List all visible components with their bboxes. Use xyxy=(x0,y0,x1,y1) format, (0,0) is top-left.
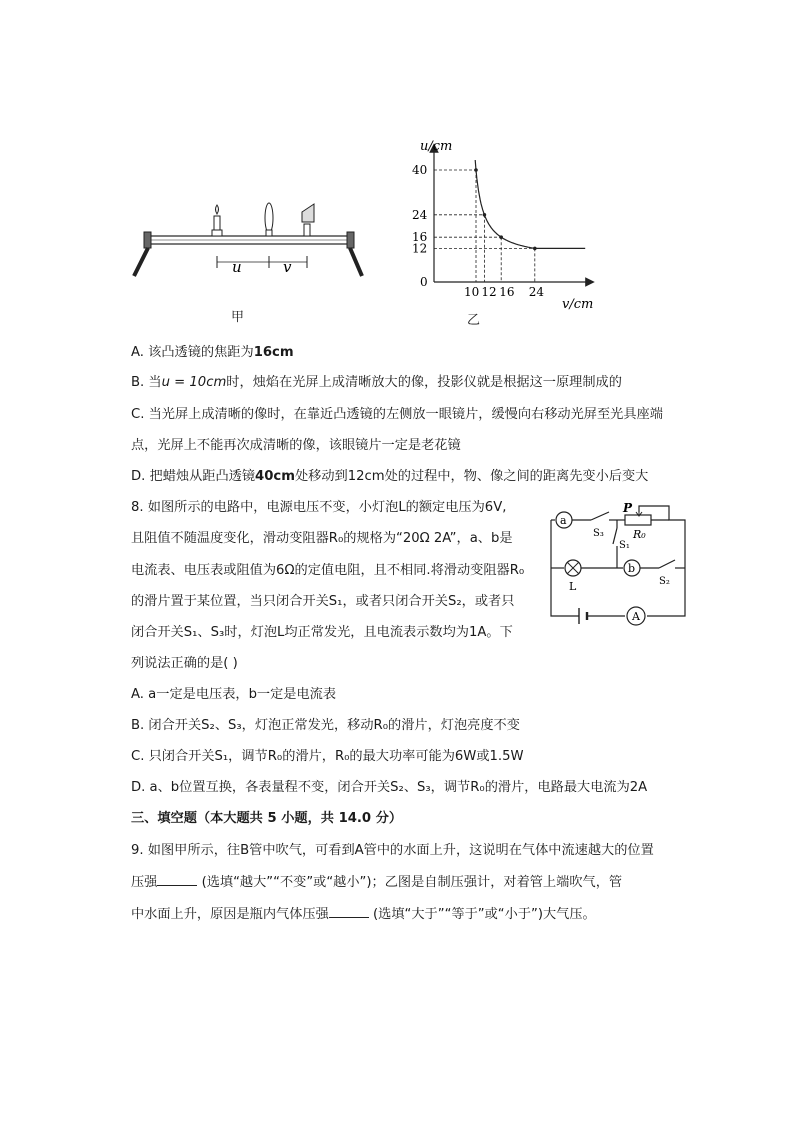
x-axis-label: v/cm xyxy=(562,297,594,312)
switch-s3-icon xyxy=(591,512,609,520)
x-tick-label: 10 xyxy=(464,285,480,299)
svg-text:b: b xyxy=(628,562,636,575)
data-point-1 xyxy=(483,213,487,217)
q8-stem-1: 8. 如图所示的电路中，电源电压不变，小灯泡L的额定电压为6V, xyxy=(131,500,507,515)
q7-option-b: B. 当u = 10cm时，烛焰在光屏上成清晰放大的像，投影仪就是根据这一原理制成的 xyxy=(131,375,622,390)
q9-line-2: 压强 (选填“越大”“不变”或“越小”)；乙图是自制压强计，对着管上端吹气，管 xyxy=(131,872,622,893)
lamp-icon xyxy=(565,560,581,576)
svg-text:R₀: R₀ xyxy=(633,528,646,541)
q7-option-c: C. 当光屏上成清晰的像时，在靠近凸透镜的左侧放一眼镜片，缓慢向右移动光屏至光具座端 xyxy=(131,407,663,422)
q8-stem-4: 的滑片置于某位置，当只闭合开关S₁，或者只闭合开关S₂，或者只 xyxy=(131,594,515,609)
q8-stem-3: 电流表、电压表或阻值为6Ω的定值电阻，且不相同.将滑动变阻器R₀ xyxy=(131,563,525,578)
q8-stem-6: 列说法正确的是( ) xyxy=(131,656,238,671)
q8-stem-5: 闭合开关S₁、S₃时，灯泡L均正常发光，且电流表示数均为1A。下 xyxy=(131,625,513,640)
y-tick-label: 16 xyxy=(412,230,428,245)
svg-text:P: P xyxy=(623,501,633,515)
q8-option-b: B. 闭合开关S₂、S₃，灯泡正常发光，移动R₀的滑片，灯泡亮度不变 xyxy=(131,718,520,733)
label-v: v xyxy=(283,258,292,276)
svg-text:S₃: S₃ xyxy=(593,528,604,539)
optical-bench-figure xyxy=(128,196,364,291)
data-point-0 xyxy=(474,168,478,172)
q8-stem-2: 且阻值不随温度变化，滑动变阻器R₀的规格为“20Ω 2A”，a、b是 xyxy=(131,531,513,546)
battery-icon xyxy=(579,608,587,624)
q7-option-a: A. 该凸透镜的焦距为16cm xyxy=(131,345,294,360)
screen-icon xyxy=(302,204,314,236)
figure-yi-caption: 乙 xyxy=(467,313,481,328)
circuit-diagram xyxy=(543,498,693,628)
switch-s2-icon xyxy=(659,560,675,568)
candle-icon xyxy=(212,205,222,236)
rheostat-icon xyxy=(625,515,651,525)
y-tick-label: 40 xyxy=(412,163,428,177)
y-axis-label: u/cm xyxy=(420,139,453,154)
y-tick-label: 24 xyxy=(412,207,428,222)
q7-option-c-cont: 点，光屏上不能再次成清晰的像，该眼镜片一定是老花镜 xyxy=(131,438,461,453)
q8-option-a: A. a一定是电压表，b一定是电流表 xyxy=(131,687,337,702)
x-tick-label: 12 xyxy=(481,285,497,299)
q9-line-1: 9. 如图甲所示，往B管中吹气，可看到A管中的水面上升，这说明在气体中流速越大的位置 xyxy=(131,843,654,858)
svg-text:S₁: S₁ xyxy=(619,540,630,551)
figure-jia-caption: 甲 xyxy=(231,310,245,325)
svg-text:S₂: S₂ xyxy=(659,576,670,587)
y-tick-label: 12 xyxy=(412,241,428,256)
data-point-2 xyxy=(499,235,503,239)
uv-graph xyxy=(408,136,608,316)
switch-s1-icon xyxy=(613,528,617,544)
data-point-3 xyxy=(533,247,537,251)
svg-text:L: L xyxy=(569,580,577,593)
lens-icon xyxy=(265,203,273,236)
q8-option-c: C. 只闭合开关S₁，调节R₀的滑片，R₀的最大功率可能为6W或1.5W xyxy=(131,749,524,764)
q7-option-d: D. 把蜡烛从距凸透镜40cm处移动到12cm处的过程中，物、像之间的距离先变小后变大 xyxy=(131,469,649,484)
label-u: u xyxy=(232,258,242,276)
x-tick-label: 24 xyxy=(528,285,545,299)
q8-option-d: D. a、b位置互换，各表量程不变，闭合开关S₂、S₃，调节R₀的滑片，电路最大电流为2A xyxy=(131,780,648,795)
svg-text:A: A xyxy=(632,610,640,623)
section-title: 三、填空题（本大题共 5 小题，共 14.0 分） xyxy=(131,811,403,826)
answer-blank-2[interactable] xyxy=(329,904,369,918)
q9-line-3: 中水面上升，原因是瓶内气体压强 (选填“大于”“等于”或“小于”)大气压。 xyxy=(131,904,596,925)
svg-text:a: a xyxy=(560,514,567,527)
x-tick-label: 16 xyxy=(499,285,515,299)
origin-label: 0 xyxy=(420,275,428,289)
answer-blank-1[interactable] xyxy=(157,872,197,886)
